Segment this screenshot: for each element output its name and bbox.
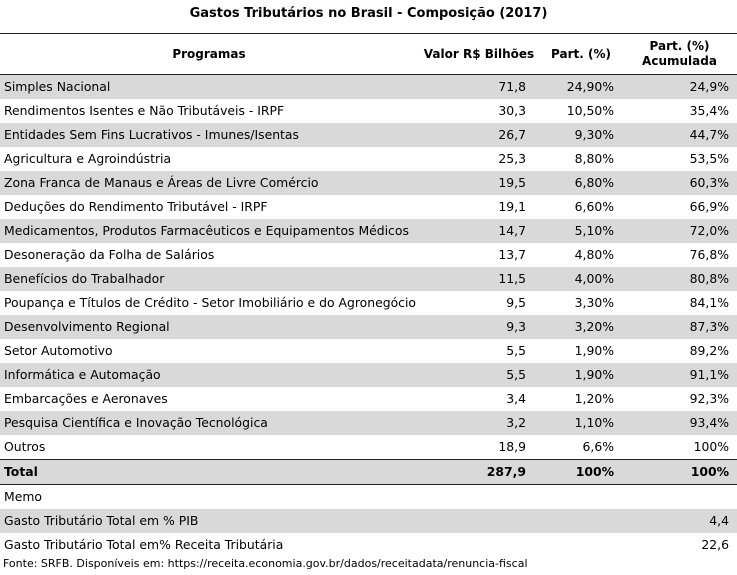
table-row [0,435,737,460]
row-valor: 30,3 [498,103,526,118]
tax-expenditure-table [0,33,737,557]
table-row [0,147,737,171]
table-row [0,267,737,291]
row-part: 4,00% [540,267,622,291]
header-valor: Valor R$ Bilhões [418,34,540,75]
table-row [0,363,737,387]
row-part: 5,10% [540,219,622,243]
row-programa: Deduções do Rendimento Tributável - IRPF [4,199,268,214]
memo-item-row [0,509,737,533]
row-valor: 3,2 [418,411,540,435]
row-acumulada: 84,1% [689,295,729,310]
row-valor: 13,7 [498,247,526,262]
row-part: 8,80% [574,151,614,166]
row-acumulada: 66,9% [689,199,729,214]
row-valor: 5,5 [418,363,540,387]
row-programa: Zona Franca de Manaus e Áreas de Livre Comércio [0,171,418,195]
table-row [0,195,737,219]
memo-item-label: Gasto Tributário Total em % PIB [0,509,418,533]
row-part: 6,6% [582,439,614,454]
row-valor: 25,3 [498,151,526,166]
row-part: 1,20% [574,391,614,406]
row-programa: Desoneração da Folha de Salários [4,247,215,262]
row-programa: Poupança e Títulos de Crédito - Setor Imobiliário e do Agronegócio [4,295,416,310]
header-part-acumulada-line2: Acumulada [642,54,717,68]
memo-item-value: 4,4 [622,509,737,533]
header-row [0,34,737,75]
row-valor: 18,9 [498,439,526,454]
row-acumulada: 89,2% [689,343,729,358]
memo-label: Memo [4,489,42,504]
total-row [0,460,737,485]
row-part: 10,50% [566,103,614,118]
total-label: Total [0,460,418,485]
row-acumulada: 87,3% [622,315,737,339]
row-valor: 14,7 [418,219,540,243]
row-part: 6,60% [574,199,614,214]
row-acumulada: 92,3% [689,391,729,406]
row-acumulada: 53,5% [689,151,729,166]
table-row [0,411,737,435]
table-row [0,243,737,267]
row-part: 3,20% [540,315,622,339]
row-valor: 71,8 [418,75,540,100]
header-part-acumulada [622,34,737,75]
total-acumulada: 100% [622,460,737,485]
table-row [0,291,737,315]
table-title: Gastos Tributários no Brasil - Composição (2017) [189,6,548,21]
row-part: 9,30% [540,123,622,147]
row-acumulada: 91,1% [622,363,737,387]
header-part-acumulada-line1: Part. (%) [649,39,710,53]
row-programa: Outros [4,439,46,454]
row-acumulada: 100% [693,439,729,454]
table-row [0,99,737,123]
row-programa: Informática e Automação [0,363,418,387]
memo-item-row [0,533,737,557]
header-part: Part. (%) [540,34,622,75]
table-row [0,387,737,411]
table-row [0,315,737,339]
row-acumulada: 35,4% [689,103,729,118]
table-row [0,171,737,195]
row-programa: Pesquisa Científica e Inovação Tecnológica [0,411,418,435]
table-row [0,123,737,147]
row-part: 4,80% [574,247,614,262]
row-programa: Medicamentos, Produtos Farmacêuticos e Equipamentos Médicos [0,219,418,243]
row-programa: Setor Automotivo [4,343,113,358]
row-part: 6,80% [540,171,622,195]
row-valor: 11,5 [418,267,540,291]
row-valor: 26,7 [418,123,540,147]
row-acumulada: 80,8% [622,267,737,291]
row-valor: 9,5 [506,295,526,310]
row-part: 3,30% [574,295,614,310]
row-acumulada: 76,8% [689,247,729,262]
row-part: 1,10% [540,411,622,435]
row-programa: Embarcações e Aeronaves [4,391,168,406]
row-valor: 9,3 [418,315,540,339]
row-programa: Simples Nacional [0,75,418,100]
row-part: 1,90% [540,363,622,387]
row-programa: Benefícios do Trabalhador [0,267,418,291]
row-valor: 3,4 [506,391,526,406]
header-programas: Programas [0,34,418,75]
table-row [0,339,737,363]
row-acumulada: 44,7% [622,123,737,147]
memo-item-label: Gasto Tributário Total em% Receita Tributária [4,537,284,552]
source-footnote: Fonte: SRFB. Disponíveis em: https://receita.economia.gov.br/dados/receitadata/renuncia-fiscal [3,557,528,570]
row-programa: Entidades Sem Fins Lucrativos - Imunes/Isentas [0,123,418,147]
row-acumulada: 72,0% [622,219,737,243]
row-part: 1,90% [574,343,614,358]
row-valor: 5,5 [506,343,526,358]
row-programa: Desenvolvimento Regional [0,315,418,339]
total-part: 100% [540,460,622,485]
total-valor: 287,9 [418,460,540,485]
row-acumulada: 24,9% [622,75,737,100]
row-acumulada: 93,4% [622,411,737,435]
row-programa: Rendimentos Isentes e Não Tributáveis - IRPF [4,103,285,118]
table-row [0,219,737,243]
row-valor: 19,5 [418,171,540,195]
row-acumulada: 60,3% [622,171,737,195]
memo-row [0,485,737,510]
memo-item-value: 22,6 [701,537,729,552]
row-valor: 19,1 [498,199,526,214]
table-row [0,75,737,100]
row-programa: Agricultura e Agroindústria [4,151,172,166]
row-part: 24,90% [540,75,622,100]
